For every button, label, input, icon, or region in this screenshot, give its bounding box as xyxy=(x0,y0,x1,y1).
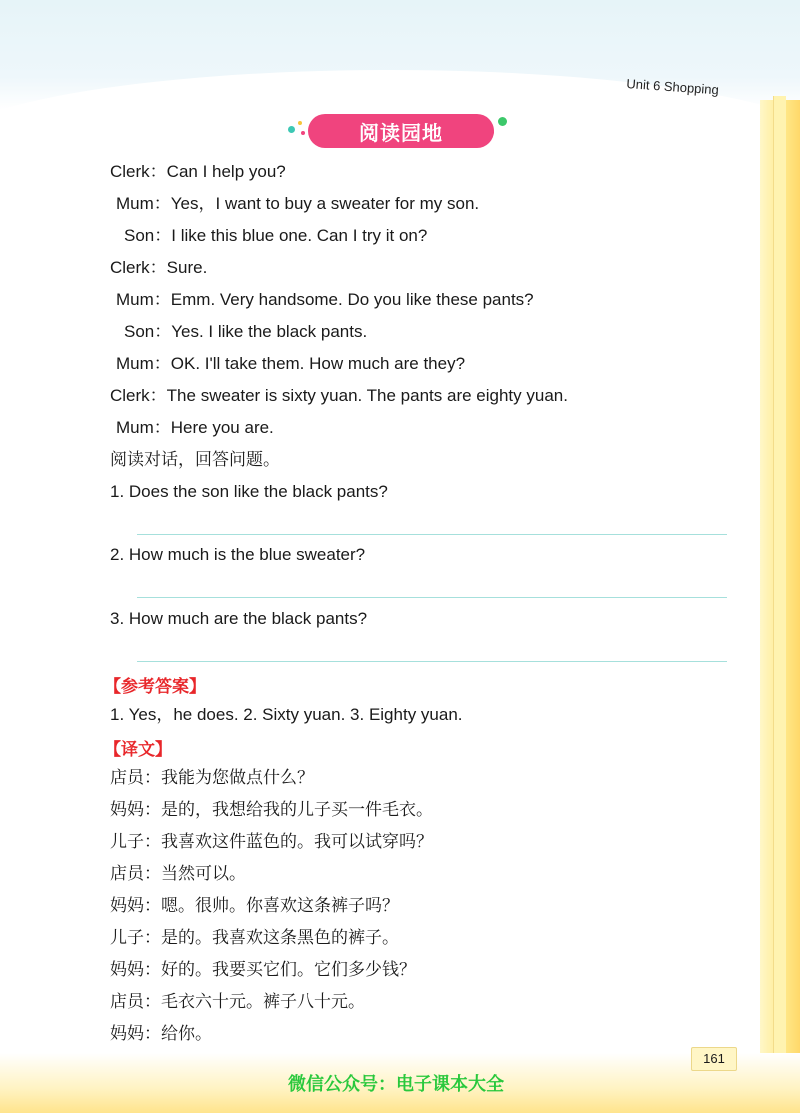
dot-decoration xyxy=(298,121,302,125)
question: 2. How much is the blue sweater? xyxy=(110,545,366,564)
translation-line: 妈妈：好的。我要买它们。它们多少钱？ xyxy=(110,960,416,980)
answer-blank-line[interactable] xyxy=(137,661,727,662)
translation-line: 妈妈：是的，我想给我的儿子买一件毛衣。 xyxy=(110,800,433,820)
question: 1. Does the son like the black pants? xyxy=(110,482,388,501)
translation-heading: 【译文】 xyxy=(104,740,172,760)
speaker-name: Clerk xyxy=(110,162,150,181)
dialogue-line xyxy=(116,193,479,215)
dialogue-text: ：Emm. Very handsome. Do you like these pants? xyxy=(153,290,534,309)
section-title: 阅读园地 xyxy=(359,120,443,145)
section-banner xyxy=(308,114,494,148)
dialogue-line xyxy=(116,289,534,311)
answer-blank-line[interactable] xyxy=(137,534,727,535)
dialogue-line xyxy=(110,257,207,279)
translation-line: 妈妈：嗯。很帅。你喜欢这条裤子吗？ xyxy=(110,896,399,916)
dialogue-text: ：The sweater is sixty yuan. The pants are eighty yuan. xyxy=(149,386,568,405)
translation-line: 儿子：我喜欢这件蓝色的。我可以试穿吗？ xyxy=(110,832,433,852)
speaker-name: Mum xyxy=(116,194,154,213)
dot-decoration xyxy=(301,131,305,135)
dialogue-text: ：Sure. xyxy=(149,258,208,277)
question: 3. How much are the black pants? xyxy=(110,609,368,628)
speaker-name: Clerk xyxy=(110,258,150,277)
speaker-name: Son xyxy=(124,322,155,341)
dialogue-line xyxy=(116,353,465,375)
dialogue-text: ：Can I help you? xyxy=(149,162,286,181)
answers-text: 1. Yes，he does. 2. Sixty yuan. 3. Eighty yuan. xyxy=(110,705,463,724)
dialogue-text: ：Here you are. xyxy=(153,418,274,437)
speaker-name: Clerk xyxy=(110,386,150,405)
unit-label: Unit 6 Shopping xyxy=(625,76,720,98)
page-number: 161 xyxy=(691,1047,737,1071)
answer-blank-line[interactable] xyxy=(137,597,727,598)
translation-line: 店员：毛衣六十元。裤子八十元。 xyxy=(110,992,365,1012)
dialogue-text: ：Yes. I like the black pants. xyxy=(154,322,368,341)
dialogue-line xyxy=(110,385,568,407)
dialogue-line xyxy=(124,321,367,343)
translation-line: 店员：当然可以。 xyxy=(110,864,246,884)
dialogue-line xyxy=(110,161,286,183)
dot-decoration xyxy=(489,130,494,135)
translation-line: 店员：我能为您做点什么？ xyxy=(110,768,314,788)
speaker-name: Son xyxy=(124,226,155,245)
dot-decoration xyxy=(498,117,507,126)
translation-line: 妈妈：给你。 xyxy=(110,1024,212,1044)
dialogue-line xyxy=(116,417,274,439)
instruction-text: 阅读对话，回答问题。 xyxy=(110,450,280,470)
dialogue-text: ：Yes，I want to buy a sweater for my son. xyxy=(153,194,480,213)
speaker-name: Mum xyxy=(116,418,154,437)
dialogue-text: ：I like this blue one. Can I try it on? xyxy=(154,226,428,245)
dialogue-text: ：OK. I'll take them. How much are they? xyxy=(153,354,466,373)
speaker-name: Mum xyxy=(116,290,154,309)
dot-decoration xyxy=(288,126,295,133)
speaker-name: Mum xyxy=(116,354,154,373)
watermark-text: 微信公众号：电子课本大全 xyxy=(288,1074,504,1095)
page-edge-sheet xyxy=(773,96,786,1113)
translation-line: 儿子：是的。我喜欢这条黑色的裤子。 xyxy=(110,928,399,948)
answers-heading: 【参考答案】 xyxy=(104,677,206,697)
dialogue-line xyxy=(124,225,427,247)
